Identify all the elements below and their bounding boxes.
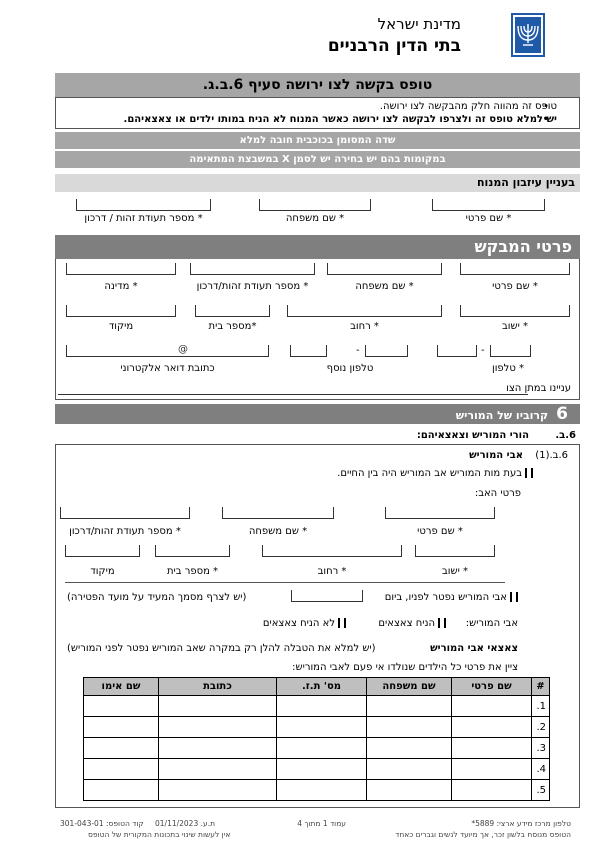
notes-box	[55, 97, 580, 129]
table-row	[84, 738, 550, 759]
applicant-email-input[interactable]	[66, 345, 269, 357]
cell-first-name[interactable]	[452, 717, 532, 738]
father-street-input[interactable]	[262, 545, 402, 557]
cell-address[interactable]	[159, 780, 277, 801]
row-number: 1.	[532, 696, 550, 717]
descendants-table	[83, 677, 550, 801]
applicant-phone2-input[interactable]	[290, 345, 327, 357]
applicant-phone-input[interactable]	[437, 345, 477, 357]
father-last-name-input[interactable]	[222, 507, 334, 519]
table-header-row	[84, 678, 550, 696]
estate-last-name-label: * שם משפחה	[285, 213, 345, 224]
father-last-name-label: * שם משפחה	[248, 526, 308, 537]
applicant-zip-input[interactable]	[66, 305, 176, 317]
cell-id[interactable]	[277, 717, 367, 738]
no-descendants-label: לא הניח צאצאים	[262, 618, 335, 629]
footer-no-change-note: אין לעשות שינוי בתכונות המקורית של הטופס	[88, 830, 231, 839]
footer-date: ת.ע. 01/11/2023	[155, 819, 216, 828]
father-alive-label: בעת מות המוריש אב המוריש היה בין החיים.	[337, 468, 522, 479]
cell-last-name[interactable]	[367, 780, 452, 801]
applicant-first-name-label: * שם פרטי	[492, 281, 538, 292]
father-id-input[interactable]	[60, 507, 190, 519]
row-number: 2.	[532, 717, 550, 738]
courts-name: בתי הדין הרבניים	[327, 36, 461, 56]
had-descendants-label: הניח צאצאים	[378, 618, 435, 629]
father-died-label: אבי המוריש נפטר לפניו, ביום	[384, 592, 507, 603]
phone-dash: -	[481, 345, 485, 356]
father-divider	[65, 582, 505, 583]
applicant-first-name-input[interactable]	[460, 263, 570, 275]
father-id-label: * מספר תעודת זהות/דרכון	[69, 526, 181, 537]
note-1: • טופס זה מהווה חלק מהבקשה לצו ירושה.	[56, 100, 557, 113]
applicant-street-label: * רחוב	[350, 321, 379, 332]
form-title: טופס בקשה לצו ירושה סעיף 6.ב.ג.	[55, 73, 580, 97]
applicant-city-label: * ישוב	[501, 321, 528, 332]
col-first-name: שם פרטי	[452, 678, 532, 696]
descendants-list-note: ציין את פרטי כל הילדים שנולדו אי פעם לאבי המוריש:	[292, 662, 518, 673]
applicant-last-name-input[interactable]	[327, 263, 442, 275]
father-death-note: (יש לצרף מסמך המעיד על מועד הפטירה)	[67, 592, 247, 603]
father-status-label: אבי המוריש:	[465, 618, 518, 629]
col-mother-name: שם אימו	[84, 678, 159, 696]
footer-phone: טלפון מרכז מידע ארצי: 5889*	[471, 819, 571, 828]
applicant-phone-prefix-input[interactable]	[490, 345, 531, 357]
estate-heading: בעניין עיזבון המנוח	[55, 174, 580, 192]
cell-id[interactable]	[277, 759, 367, 780]
col-number: #	[532, 678, 550, 696]
father-died-checkbox[interactable]	[510, 592, 518, 602]
cell-first-name[interactable]	[452, 738, 532, 759]
father-number: 6.ב.(1)	[535, 450, 568, 461]
cell-last-name[interactable]	[367, 696, 452, 717]
father-died-option[interactable]	[385, 592, 518, 603]
no-descendants-option[interactable]	[263, 618, 346, 629]
table-row	[84, 717, 550, 738]
section6-number: 6	[556, 404, 568, 424]
cell-address[interactable]	[159, 696, 277, 717]
section6b-number: 6.ב.	[555, 430, 576, 441]
section6-title: קרוביו של המוריש	[455, 409, 549, 422]
cell-first-name[interactable]	[452, 780, 532, 801]
applicant-phone-label: * טלפון	[491, 363, 525, 374]
father-zip-label: מיקוד	[90, 566, 115, 577]
cell-mother-name[interactable]	[84, 759, 159, 780]
applicant-zip-label: מיקוד	[108, 321, 134, 332]
father-details-label: פרטי האב:	[474, 488, 521, 499]
applicant-house-input[interactable]	[195, 305, 270, 317]
cell-mother-name[interactable]	[84, 738, 159, 759]
father-street-label: * רחוב	[317, 566, 347, 577]
phone2-dash: -	[356, 345, 360, 356]
father-first-name-label: * שם פרטי	[417, 526, 463, 537]
cell-last-name[interactable]	[367, 759, 452, 780]
footer-page: עמוד 1 מתוך 4	[297, 819, 346, 828]
estate-id-label: * מספר תעודת זהות / דרכון	[84, 213, 203, 224]
table-row	[84, 759, 550, 780]
cell-id[interactable]	[277, 738, 367, 759]
applicant-id-input[interactable]	[190, 263, 315, 275]
required-instruction: שדה המסומן בכוכבית חובה למלא	[55, 132, 580, 149]
cell-last-name[interactable]	[367, 738, 452, 759]
father-alive-checkbox[interactable]	[525, 468, 533, 478]
cell-mother-name[interactable]	[84, 717, 159, 738]
table-row	[84, 696, 550, 717]
estate-first-name-label: * שם פרטי	[465, 213, 512, 224]
descendants-note: (יש למלא את הטבלה להלן רק במקרה שאב המוריש נפטר לפני המוריש)	[67, 643, 376, 654]
father-zip-input[interactable]	[65, 545, 140, 557]
father-death-date-input[interactable]	[291, 590, 363, 602]
father-city-input[interactable]	[415, 545, 495, 557]
estate-last-name-input[interactable]	[259, 199, 371, 211]
state-emblem-icon	[510, 12, 546, 58]
email-at-sign: @	[178, 344, 188, 355]
cell-address[interactable]	[159, 738, 277, 759]
cell-mother-name[interactable]	[84, 780, 159, 801]
state-name: מדינת ישראל	[377, 15, 461, 33]
applicant-last-name-label: * שם משפחה	[355, 281, 414, 292]
father-city-label: * ישוב	[441, 566, 468, 577]
applicant-phone2-label: טלפון נוסף	[326, 363, 374, 374]
cell-last-name[interactable]	[367, 717, 452, 738]
estate-first-name-input[interactable]	[432, 199, 545, 211]
applicant-house-label: *מספר בית	[208, 321, 257, 332]
col-last-name: שם משפחה	[367, 678, 452, 696]
father-house-label: * מספר בית	[166, 566, 219, 577]
father-house-input[interactable]	[155, 545, 230, 557]
father-alive-option[interactable]	[337, 468, 533, 479]
cell-mother-name[interactable]	[84, 696, 159, 717]
row-number: 5.	[532, 780, 550, 801]
col-id: מס' ת.ז.	[277, 678, 367, 696]
choice-instruction: במקומות בהם יש בחירה יש לסמן X במשבצת המתאימה	[55, 151, 580, 168]
cell-address[interactable]	[159, 717, 277, 738]
descendants-title: צאצאי אבי המוריש	[430, 643, 518, 654]
cell-first-name[interactable]	[452, 759, 532, 780]
applicant-country-input[interactable]	[66, 263, 176, 275]
estate-id-input[interactable]	[76, 199, 211, 211]
row-number: 3.	[532, 738, 550, 759]
applicant-heading: פרטי המבקש	[55, 235, 580, 259]
applicant-interest-input[interactable]	[58, 394, 528, 395]
applicant-country-label: * מדינה	[104, 281, 138, 292]
footer-code: קוד הטופס: 301-043-01	[60, 819, 144, 828]
father-first-name-input[interactable]	[385, 507, 495, 519]
applicant-interest-label: עניינו במתן הצו	[506, 383, 571, 394]
col-address: כתובת	[159, 678, 277, 696]
applicant-phone2-prefix-input[interactable]	[365, 345, 408, 357]
section6b-title: הורי המוריש וצאצאיהם:	[416, 430, 529, 441]
footer-gender-note: הטופס מנוסח בלשון זכר, אך מיועד לנשים וגברים כאחד	[395, 830, 571, 839]
section6-heading	[55, 404, 580, 424]
table-row	[84, 780, 550, 801]
applicant-street-input[interactable]	[287, 305, 442, 317]
had-descendants-checkbox[interactable]	[438, 618, 446, 628]
had-descendants-option[interactable]	[378, 618, 446, 629]
applicant-city-input[interactable]	[460, 305, 570, 317]
applicant-email-label: כתובת דואר אלקטרוני	[120, 363, 215, 374]
no-descendants-checkbox[interactable]	[338, 618, 346, 628]
cell-id[interactable]	[277, 780, 367, 801]
father-title: אבי המוריש	[469, 450, 523, 461]
row-number: 4.	[532, 759, 550, 780]
cell-id[interactable]	[277, 696, 367, 717]
applicant-id-label: * מספר תעודת זהות/דרכון	[196, 281, 309, 292]
note-2: • יש למלא טופס זה ולצרפו לבקשה לצו ירושה כאשר המנוח לא הניח במותו ילדים או צאצאיהם.	[56, 113, 557, 126]
cell-address[interactable]	[159, 759, 277, 780]
cell-first-name[interactable]	[452, 696, 532, 717]
